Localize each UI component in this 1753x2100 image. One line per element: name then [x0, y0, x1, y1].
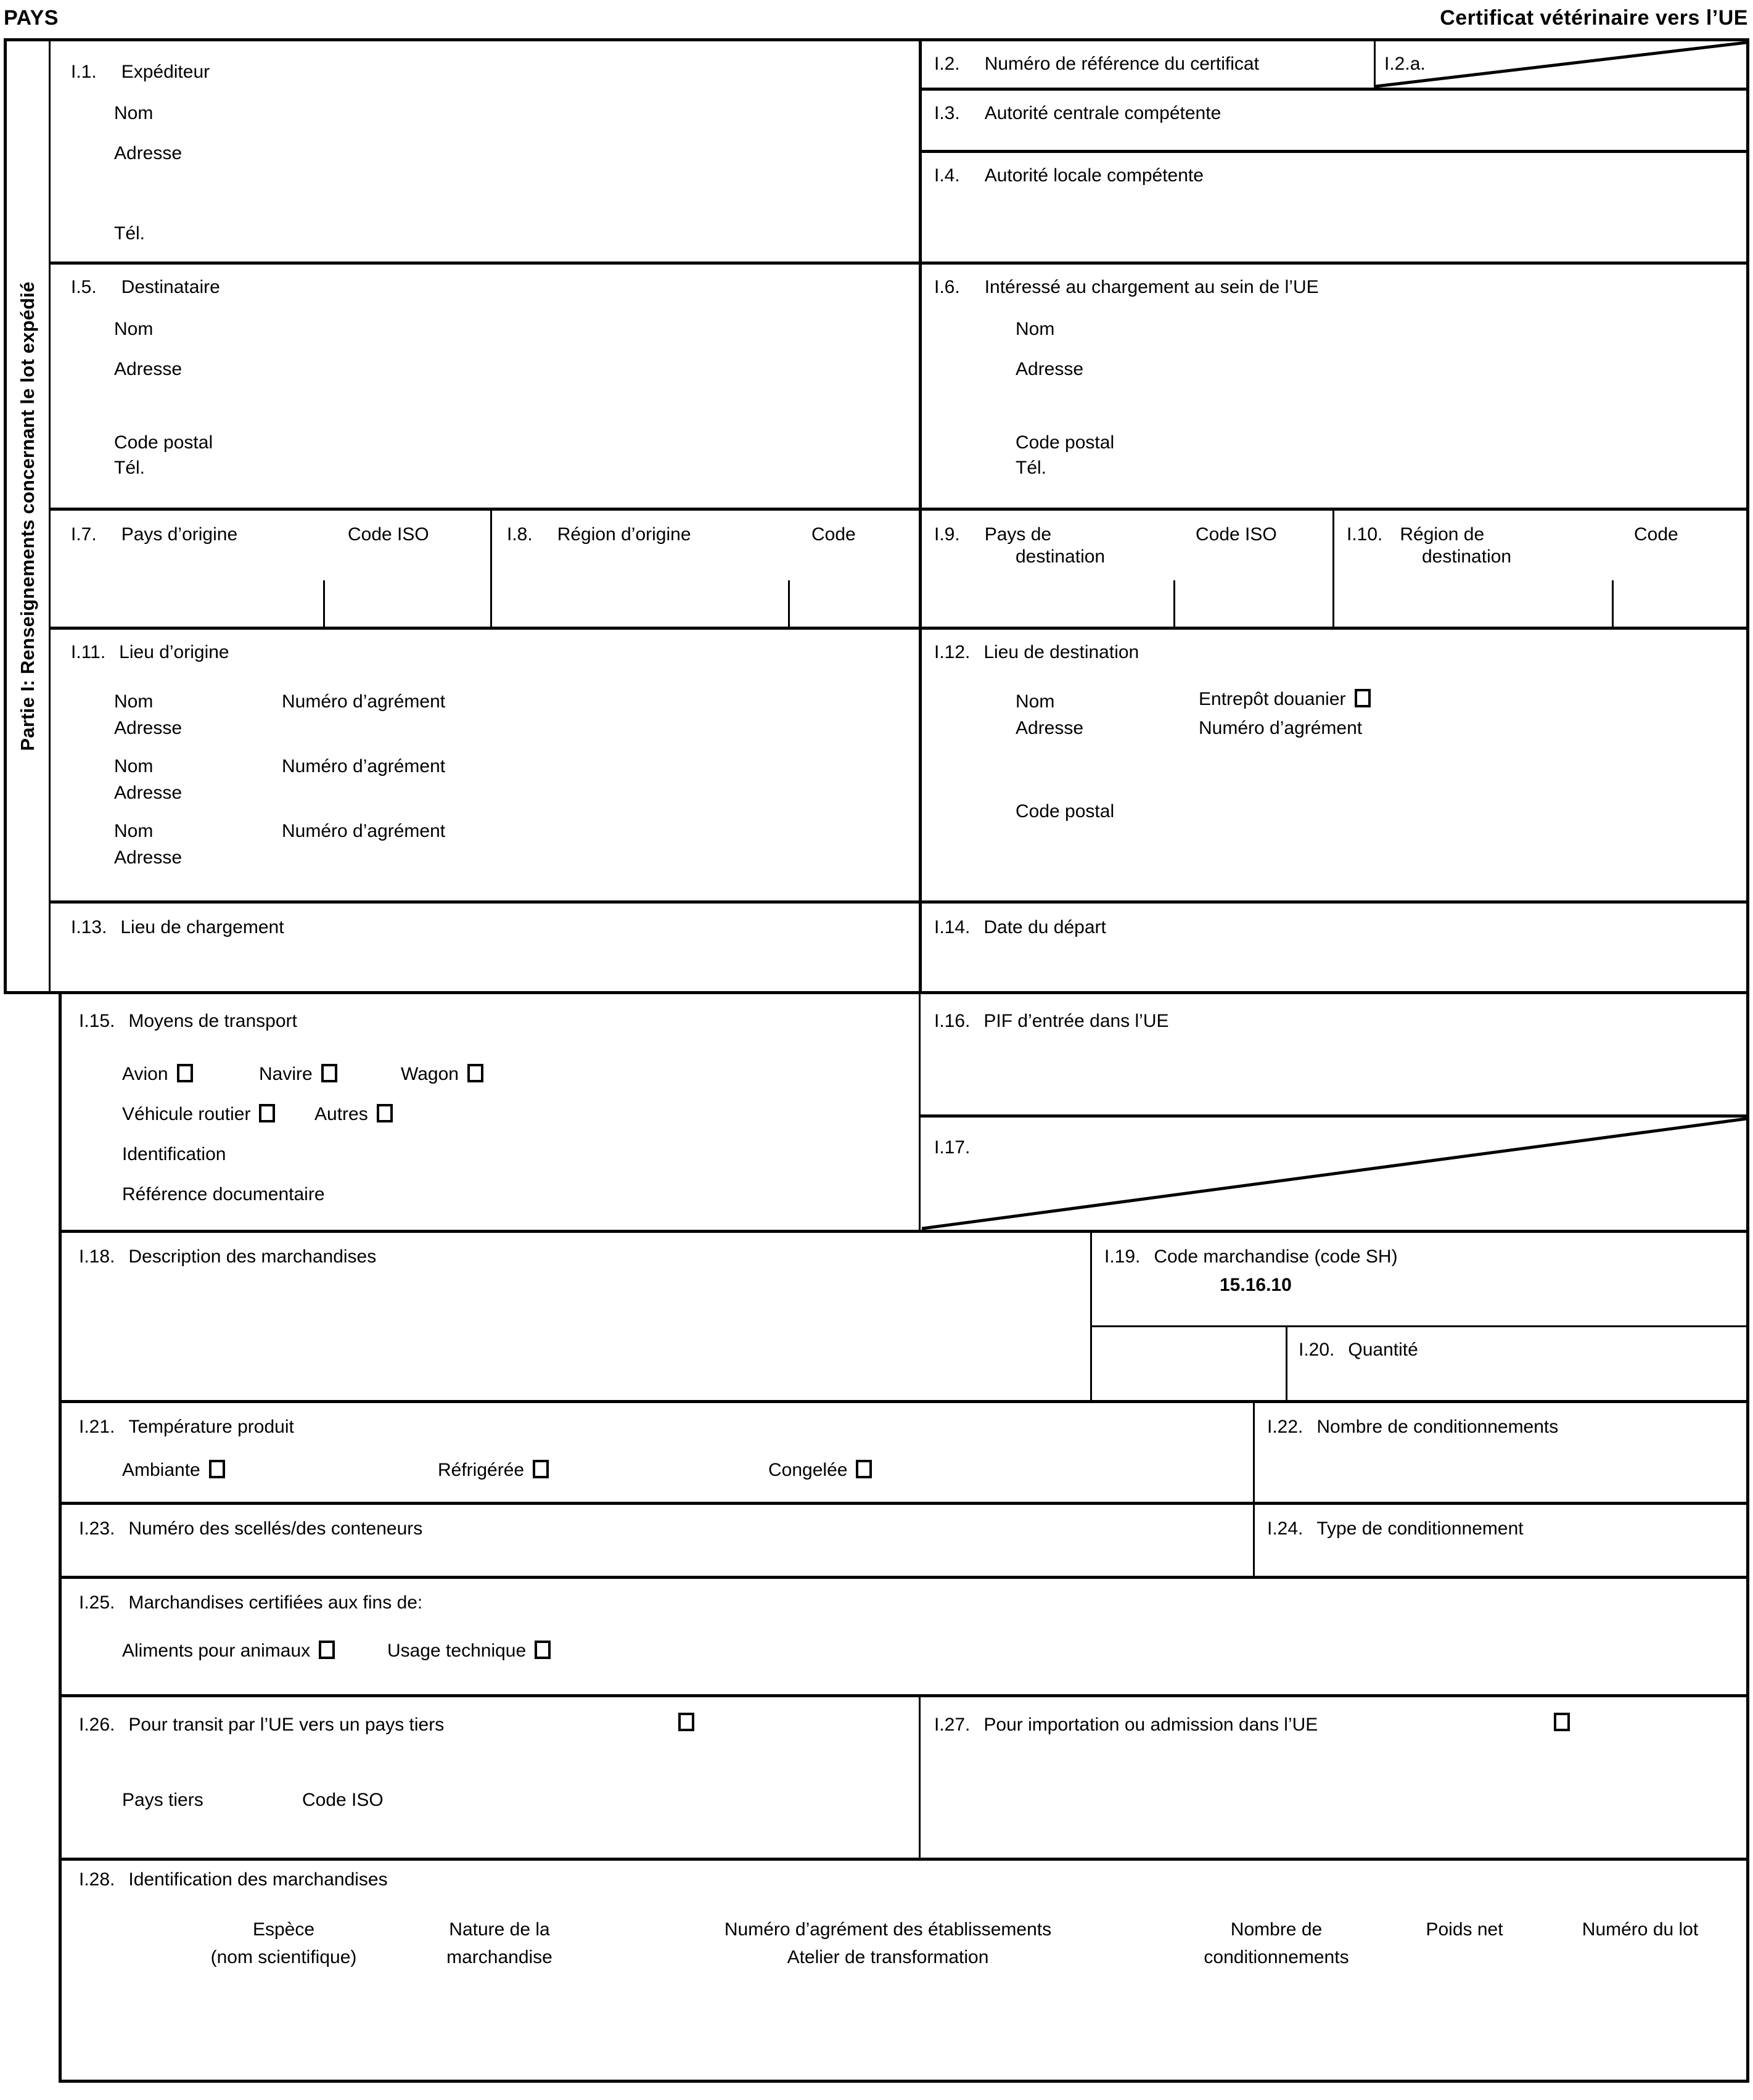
field-i1-nom: Nom: [114, 103, 154, 123]
field-i21-tag: I.21.: [79, 1417, 115, 1437]
field-i7-tag: I.7.: [71, 524, 97, 545]
part-i-sidebar: [4, 38, 51, 994]
field-i9-label2: destination: [1016, 546, 1106, 567]
certificate-title: Certificat vétérinaire vers l’UE: [1440, 6, 1748, 30]
i2a-diagonal-strike: [1376, 41, 1746, 88]
row-i13-bottom-border: [51, 991, 1749, 994]
cell-i25-goods-certified-for: [62, 1579, 1746, 1694]
i28-col-approval-line1: Numéro d’agrément des établissements: [724, 1919, 1052, 1940]
cell-i18-description-of-goods: [62, 1233, 1090, 1397]
cell-i26-transit-through-eu: [62, 1697, 919, 1856]
field-i16: [934, 1011, 1169, 1032]
field-i7-label: Pays d’origine: [121, 524, 238, 545]
field-i26: [79, 1715, 444, 1736]
field-i11-label: Lieu d’origine: [119, 642, 229, 662]
field-i15-option-avion-label: Avion: [122, 1064, 168, 1084]
checkbox-icon-autres[interactable]: [377, 1104, 393, 1122]
field-i15-option-autres[interactable]: [314, 1104, 393, 1125]
field-i11-row1-approval: Numéro d’agrément: [282, 691, 446, 712]
field-i21: [79, 1417, 294, 1438]
field-i20-tag: I.20.: [1299, 1340, 1335, 1360]
field-i6-adresse: Adresse: [1016, 359, 1084, 379]
field-i25-option-aliments-label: Aliments pour animaux: [122, 1641, 311, 1661]
field-i21-option-ambiante[interactable]: [122, 1460, 225, 1481]
cell-i2a: [1376, 41, 1746, 88]
field-i27-label: Pour importation ou admission dans l’UE: [983, 1715, 1318, 1735]
field-i13-tag: I.13.: [71, 917, 107, 937]
field-i15-identification: Identification: [122, 1144, 226, 1164]
field-i9-tag: I.9.: [934, 524, 960, 545]
cell-i22-number-of-packages: [1256, 1403, 1746, 1500]
field-i3-label: Autorité centrale compétente: [984, 103, 1221, 123]
field-i10-code-label: Code: [1634, 524, 1678, 545]
field-i6-label: Intéressé au chargement au sein de l’UE: [984, 277, 1319, 297]
cell-i4-local-authority: [922, 153, 1746, 261]
field-i25-tag: I.25.: [79, 1592, 115, 1613]
field-i27: [934, 1715, 1318, 1736]
field-i12-code-postal: Code postal: [1016, 801, 1115, 821]
field-i3-tag: I.3.: [934, 103, 960, 123]
field-i1-label: Expéditeur: [121, 62, 210, 82]
grid-right-border-upper: [1746, 38, 1749, 994]
i28-col-approval-line2: Atelier de transformation: [787, 1947, 989, 1967]
checkbox-icon-vehicule-routier[interactable]: [259, 1104, 275, 1122]
field-i11-row3-approval: Numéro d’agrément: [282, 821, 446, 841]
field-i18-tag: I.18.: [79, 1246, 115, 1267]
field-i22-label: Nombre de conditionnements: [1316, 1417, 1559, 1437]
cell-i27-import-admission-eu: [922, 1697, 1746, 1856]
cell-i8-region-of-origin: [492, 511, 919, 627]
field-i11-tag: I.11.: [71, 642, 106, 662]
field-i11-row3-adresse: Adresse: [114, 847, 183, 868]
cell-i20-quantity: [1287, 1327, 1746, 1398]
field-i4-label: Autorité locale compétente: [984, 165, 1204, 186]
field-i15-doc-reference: Référence documentaire: [122, 1184, 325, 1204]
field-i10-tag: I.10.: [1347, 524, 1383, 545]
field-i25-option-aliments-pour-animaux[interactable]: [122, 1641, 335, 1661]
field-i11-row3-nom: Nom: [114, 821, 154, 841]
field-i26-iso-code: Code ISO: [302, 1790, 384, 1810]
cell-i5-consignee: [54, 265, 919, 508]
field-i15-option-wagon-label: Wagon: [401, 1064, 459, 1084]
cell-i19-commodity-code: [1093, 1233, 1746, 1325]
field-i12-customs-warehouse-option[interactable]: [1199, 689, 1371, 710]
field-i12: [934, 642, 1139, 663]
field-i7-code-label: Code ISO: [348, 524, 429, 545]
field-i11-row2-nom: Nom: [114, 756, 154, 776]
field-i5-label: Destinataire: [121, 277, 220, 297]
field-i19-value: 15.16.10: [1220, 1275, 1292, 1295]
field-i10-label2: destination: [1422, 546, 1512, 567]
i28-col-nature-line2: marchandise: [446, 1947, 552, 1967]
field-i21-option-congelee[interactable]: [768, 1460, 872, 1481]
part-i-label: Partie I: Renseignements concernant le lot expédié: [17, 281, 38, 751]
field-i9-code-divider: [1173, 580, 1175, 627]
field-i10-label: Région de: [1400, 524, 1485, 545]
field-i15-option-vehicule-routier[interactable]: [122, 1104, 275, 1125]
field-i1-tag: I.1.: [71, 62, 97, 82]
field-i28: [79, 1869, 388, 1890]
field-i12-customs-warehouse-label: Entrepôt douanier: [1199, 689, 1346, 709]
field-i18-label: Description des marchandises: [128, 1246, 377, 1267]
field-i19-label: Code marchandise (code SH): [1154, 1246, 1398, 1267]
field-i19-tag: I.19.: [1104, 1246, 1141, 1267]
cell-i3-central-authority: [922, 91, 1746, 149]
field-i3: [934, 103, 1221, 124]
field-i2-tag: I.2.: [934, 54, 960, 74]
field-i5: [71, 277, 220, 298]
grid-right-border-lower: [1746, 994, 1749, 2080]
i28-col-espece-line2: (nom scientifique): [210, 1947, 357, 1967]
i28-col-espece-line1: Espèce: [252, 1919, 315, 1940]
field-i12-approval: Numéro d’agrément: [1199, 718, 1363, 738]
field-i15-tag: I.15.: [79, 1011, 115, 1031]
field-i6-nom: Nom: [1016, 319, 1055, 339]
field-i2a-tag: I.2.a.: [1384, 54, 1426, 74]
field-i13: [71, 917, 284, 938]
field-i23-label: Numéro des scellés/des conteneurs: [128, 1518, 423, 1539]
field-i13-label: Lieu de chargement: [120, 917, 284, 937]
field-i19: [1104, 1246, 1398, 1267]
grid-bottom-border: [59, 2080, 1749, 2083]
field-i14: [934, 917, 1106, 938]
field-i15-option-vehicule-routier-label: Véhicule routier: [122, 1104, 251, 1124]
field-i21-option-ambiante-label: Ambiante: [122, 1460, 200, 1480]
checkbox-icon-aliments-pour-animaux[interactable]: [319, 1641, 335, 1659]
field-i7-code-divider: [323, 580, 325, 627]
field-i12-tag: I.12.: [934, 642, 971, 662]
cell-i23-seal-container-number: [62, 1505, 1253, 1574]
field-i25-label: Marchandises certifiées aux fins de:: [128, 1592, 423, 1613]
field-i9-label: Pays de: [984, 524, 1052, 545]
cell-i24-type-of-packaging: [1256, 1505, 1746, 1574]
field-i25-option-usage-technique-label: Usage technique: [387, 1641, 527, 1661]
field-i6-tel: Tél.: [1016, 458, 1047, 478]
checkbox-icon-entrepot-douanier[interactable]: [1355, 689, 1371, 707]
divider-i15-i16: [919, 994, 921, 1230]
field-i12-adresse: Adresse: [1016, 718, 1084, 738]
field-i26-tag: I.26.: [79, 1715, 115, 1735]
field-i10-code-divider: [1612, 580, 1614, 627]
field-i23: [79, 1518, 422, 1539]
checkbox-icon-refrigeree[interactable]: [533, 1460, 549, 1478]
field-i21-option-refrigeree-label: Réfrigérée: [438, 1460, 525, 1480]
field-i25-option-usage-technique[interactable]: [387, 1641, 551, 1661]
field-i4: [934, 165, 1204, 186]
field-i22: [1267, 1417, 1558, 1438]
cell-i11-place-of-origin: [54, 630, 919, 900]
divider-i23-i24: [1253, 1502, 1255, 1576]
field-i24-label: Type de conditionnement: [1316, 1518, 1524, 1539]
field-i1: [71, 62, 210, 83]
field-i16-tag: I.16.: [934, 1011, 971, 1031]
divider-i26-i27: [919, 1694, 921, 1858]
cell-i7-country-of-origin: [54, 511, 490, 627]
checkbox-icon-usage-technique[interactable]: [535, 1641, 551, 1659]
field-i14-label: Date du départ: [983, 917, 1106, 937]
checkbox-icon-navire[interactable]: [321, 1064, 337, 1082]
field-i11-row1-adresse: Adresse: [114, 718, 183, 738]
i28-col-batch-number: Numéro du lot: [1582, 1919, 1699, 1940]
cell-i15-means-of-transport: [62, 997, 919, 1227]
cell-i6-person-responsible: [922, 265, 1746, 508]
field-i20-label: Quantité: [1348, 1340, 1418, 1360]
cell-i9-country-of-destination: [922, 511, 1332, 627]
checkbox-icon-transit-eu[interactable]: [678, 1713, 694, 1731]
field-i28-label: Identification des marchandises: [128, 1869, 388, 1890]
field-i21-option-refrigeree[interactable]: [438, 1460, 549, 1481]
field-i15-option-avion[interactable]: [122, 1064, 193, 1085]
field-i26-third-country: Pays tiers: [122, 1790, 203, 1810]
field-i5-code-postal: Code postal: [114, 432, 213, 453]
field-i24-tag: I.24.: [1267, 1518, 1303, 1539]
field-i5-tag: I.5.: [71, 277, 97, 297]
checkbox-icon-avion[interactable]: [177, 1064, 193, 1082]
cell-i14-date-of-departure: [922, 904, 1746, 991]
field-i9: [934, 524, 1051, 545]
field-i21-label: Température produit: [128, 1417, 294, 1437]
field-i11: [71, 642, 229, 663]
field-i20: [1299, 1340, 1418, 1361]
cell-i17: [922, 1118, 1746, 1230]
cell-i1-expediteur: [54, 41, 919, 261]
field-i2-label: Numéro de référence du certificat: [984, 54, 1259, 74]
field-i16-label: PIF d’entrée dans l’UE: [983, 1011, 1169, 1031]
country-label: PAYS: [4, 6, 59, 30]
field-i24: [1267, 1518, 1524, 1539]
field-i18: [79, 1246, 376, 1267]
checkbox-icon-import-eu[interactable]: [1554, 1713, 1570, 1731]
field-i1-tel: Tél.: [114, 223, 146, 244]
field-i15: [79, 1011, 297, 1032]
cell-i28-identification-of-goods: [62, 1861, 1746, 2080]
field-i28-tag: I.28.: [79, 1869, 115, 1890]
field-i25: [79, 1592, 422, 1613]
field-i6-code-postal: Code postal: [1016, 432, 1115, 453]
document-header: [0, 0, 1753, 38]
cell-i13-place-of-loading: [54, 904, 919, 991]
divider-i18-i19: [1090, 1230, 1092, 1400]
i28-col-packages-line2: conditionnements: [1204, 1947, 1349, 1967]
field-i15-option-wagon[interactable]: [401, 1064, 483, 1085]
i28-col-net-weight: Poids net: [1426, 1919, 1503, 1940]
i28-col-nature-line1: Nature de la: [449, 1919, 550, 1940]
cell-i12-place-of-destination: [922, 630, 1746, 900]
checkbox-icon-ambiante[interactable]: [209, 1460, 225, 1478]
field-i5-adresse: Adresse: [114, 359, 183, 379]
field-i15-label: Moyens de transport: [128, 1011, 297, 1031]
i28-col-packages-line1: Nombre de: [1230, 1919, 1323, 1940]
checkbox-icon-congelee[interactable]: [856, 1460, 872, 1478]
field-i22-tag: I.22.: [1267, 1417, 1303, 1437]
field-i14-tag: I.14.: [934, 917, 971, 937]
field-i7: [71, 524, 237, 545]
field-i1-adresse: Adresse: [114, 143, 183, 163]
field-i8-tag: I.8.: [507, 524, 533, 545]
field-i6-tag: I.6.: [934, 277, 960, 297]
field-i27-tag: I.27.: [934, 1715, 971, 1735]
field-i21-option-congelee-label: Congelée: [768, 1460, 848, 1480]
field-i11-row2-approval: Numéro d’agrément: [282, 756, 446, 776]
field-i15-option-navire[interactable]: [259, 1064, 337, 1085]
field-i8-code-divider: [788, 580, 790, 627]
field-i11-row1-nom: Nom: [114, 691, 154, 712]
field-i4-tag: I.4.: [934, 165, 960, 186]
cell-i2-certificate-reference: [922, 41, 1374, 83]
field-i10: [1347, 524, 1484, 545]
field-i15-option-autres-label: Autres: [314, 1104, 368, 1124]
field-i8-code-label: Code: [811, 524, 856, 545]
field-i9-code-label: Code ISO: [1196, 524, 1277, 545]
field-i23-tag: I.23.: [79, 1518, 115, 1539]
field-i17-tag: I.17.: [934, 1137, 971, 1158]
field-i8-label: Région d’origine: [557, 524, 691, 545]
checkbox-icon-wagon[interactable]: [467, 1064, 483, 1082]
field-i11-row2-adresse: Adresse: [114, 783, 183, 803]
field-i5-tel: Tél.: [114, 458, 146, 478]
cell-i10-region-of-destination: [1334, 511, 1746, 627]
field-i12-label: Lieu de destination: [983, 642, 1139, 662]
field-i5-nom: Nom: [114, 319, 154, 339]
divider-i21-i22: [1253, 1400, 1255, 1502]
field-i2: [934, 54, 1259, 75]
field-i8: [507, 524, 691, 545]
field-i26-label: Pour transit par l’UE vers un pays tiers: [128, 1715, 445, 1735]
cell-i16-bip-entry: [922, 997, 1746, 1114]
field-i6: [934, 277, 1319, 298]
field-i15-option-navire-label: Navire: [259, 1064, 313, 1084]
field-i12-nom: Nom: [1016, 691, 1055, 712]
cell-i21-product-temperature: [62, 1403, 1253, 1500]
i17-diagonal-strike: [922, 1118, 1746, 1230]
